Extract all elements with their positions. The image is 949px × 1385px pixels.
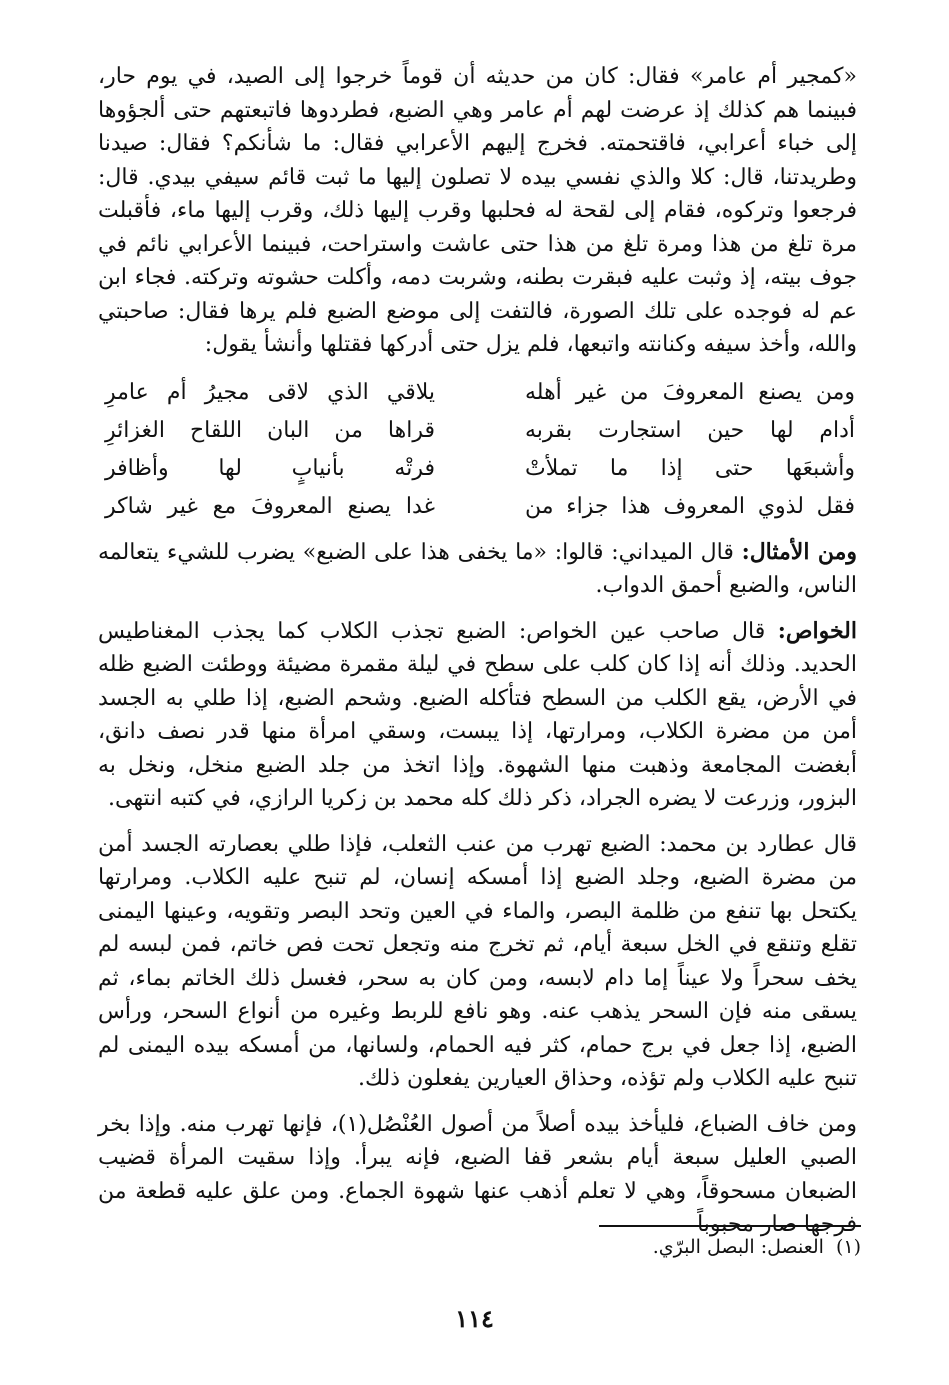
poem [98,376,857,524]
properties-heading: الخواص: [777,617,857,644]
poem-verse-1-second-hemistich: يلاقي الذي لاقى مجيرُ أم عامرِ [105,379,435,405]
closing-paragraph: ومن خاف الضباع، فليأخذ بيده أصلاً من أصول العُنْصُل(١)، فإنها تهرب منه. وإذا بخر الصبي العليل سبعة أيام بشعر قفا الضبع، فإنه يبرأ. وإذا سقيت المرأة قضيب الضبعان مسحوقاً، وهي لا تعلم أذهب عنها شهوة الجماع. ومن علق عليه قطعة من فرجها صار محبوباً [98,1111,857,1237]
poem-verse-4-first-hemistich: فقل لذوي المعروف هذا جزاء من [525,493,855,519]
footnote-text: العنصل: البصل البرّي. [652,1236,824,1258]
footnote-divider [599,1225,861,1227]
properties-text: قال صاحب عين الخواص: الضبع تجذب الكلاب كما يجذب المغناطيس الحديد. وذلك أنه إذا كان كلب على سطح في ليلة مقمرة مضيئة ووطئت الضبع ظله في الأرض، يقع الكلب من السطح فتأكله الضبع. وشحم الضبع، إذا طلي به الجسد أمن من مضرة الكلاب، ومرارتها، إذا يبست، وسقي امرأة منها قدر نصف دانق، أبغضت المجامعة وذهبت منها الشهوة. وإذا اتخذ من جلد الضبع منخل، ونخل به البزور، وزرعت لا يضره الجراد، ذكر ذلك كله محمد بن زكريا الرازي، في كتبه انتهى. [98,618,857,811]
footnote-number: (١) [835,1236,861,1258]
utarid-paragraph: قال عطارد بن محمد: الضبع تهرب من عنب الثعلب، فإذا طلي بعصارته الجسد أمن من مضرة الضبع، وجلد الضبع إذا أمسكه إنسان، لم تنبح عليه الكلاب. ومرارتها يكتحل بها تنفع من ظلمة البصر، والماء في العين وتحد البصر وتقويه، وعينها اليمنى تقلع وتنقع في الخل سبعة أيام، ثم تخرج منه وتجعل تحت فص خاتم، فمن لبسه لم يخف سحراً ولا عيناً إما دام لابسه، ومن كان به سحر، فغسل ذلك الخاتم بماء، ثم يسقى منه فإن السحر يذهب عنه. وهو نافع للربط وغيره من أنواع السحر، ورأس الضبع، إذا جعل في برج حمام، كثر فيه الحمام، ولسانها، من أمسكه بيده اليمنى لم تنبح عليه الكلاب ولم تؤذه، وحذاق العيارين يفعلون ذلك. [98,831,857,1091]
poem-verse-3-first-hemistich: وأشبعَها حتى إذا ما تملأتْ [525,455,855,481]
poem-verse-2-second-hemistich: قراها من البان اللقاح الغزائرِ [105,417,435,443]
proverbs-heading: ومن الأمثال: [741,538,857,565]
poem-verse-1-first-hemistich: ومن يصنع المعروفَ من غير أهله [525,379,855,405]
poem-verse-4-second-hemistich: غدا يصنع المعروفَ مع غير شاكر [105,493,435,519]
properties-paragraph [98,615,857,816]
proverbs-paragraph [98,536,857,603]
poem-verse-3-second-hemistich: فرتْه بأنيابٍ لها وأظافر [105,455,435,481]
poem-verse-2-first-hemistich: أدام لها حين استجارت بقربه [525,417,855,443]
page-number: ١١٤ [455,1304,494,1333]
proverbs-text: قال الميداني: قالوا: «ما يخفى هذا على الضبع» يضرب للشيء يتعالمه الناس، والضبع أحمق الدواب. [98,539,857,598]
footnote [653,1232,861,1262]
story-paragraph: «كمجير أم عامر» فقال: كان من حديثه أن قوماً خرجوا إلى الصيد، في يوم حار، فبينما هم كذلك إذ عرضت لهم أم عامر وهي الضبع، فطردوها فاتبعتهم حتى ألجؤوها إلى خباء أعرابي، فاقتحمته. فخرج إليهم الأعرابي فقال: ما شأنكم؟ فقال: صيدنا وطريدتنا، قال: كلا والذي نفسي بيده لا تصلون إليها ما ثبت قائم سيفي بيدي. قال: فرجعوا وتركوه، فقام إلى لقحة له فحلبها وقرب إليها ذلك، وقرب إليها ماء، فأقبلت مرة تلغ من هذا ومرة تلغ من هذا حتى عاشت واستراحت، فبينما الأعرابي نائم في جوف بيته، إذ وثبت عليه فبقرت بطنه، وشربت دمه، وأكلت حشوته وتركته. فجاء ابن عم له فوجده على تلك الصورة، فالتفت إلى موضع الضبع فلم يرها فقال: صاحبتي والله، وأخذ سيفه وكنانته واتبعها، فلم يزل حتى أدركها فقتلها وأنشأ يقول: [98,64,858,357]
